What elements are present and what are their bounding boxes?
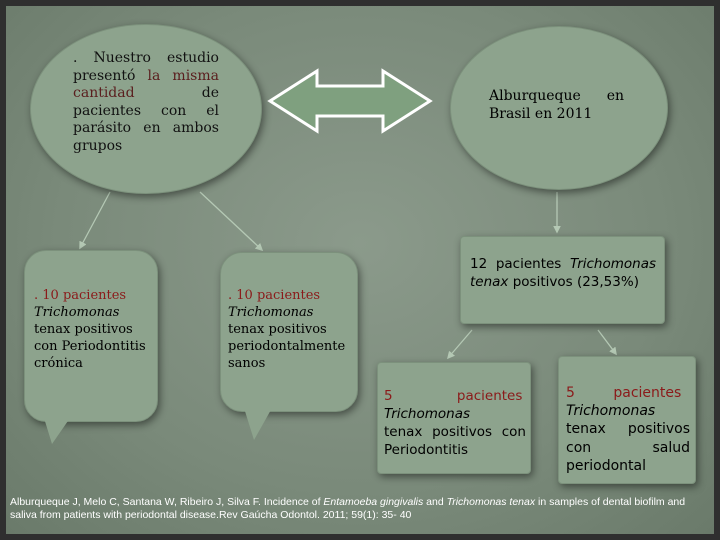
mid-left-tail (40, 418, 80, 448)
reference-citation: Alburqueque J, Melo C, Santana W, Ribeiro J, Silva F. Incidence of Entamoeba gingivalis and Trichomonas tenax in samples of dental biofilm and saliva from patients with periodontal disease.Rev Gaúcha Odontol. 2011; 59(1): 35- 40 (10, 496, 686, 522)
mid-right-count: 12 pacientes (470, 256, 562, 272)
mid-left-detail: tenax positivos con Periodontitis crónica (34, 321, 146, 371)
bottom-right-detail: tenax positivos con salud periodontal (566, 421, 690, 474)
mid-center-species: Trichomonas (228, 304, 314, 320)
arrow-to-mid-left (80, 192, 110, 248)
reference-species-1: Entamoeba gingivalis (323, 496, 424, 508)
mid-center-text (228, 288, 354, 372)
arrow-to-bottom-left (448, 330, 472, 358)
mid-right-detail: positivos (23,53%) (512, 273, 639, 290)
bottom-left-species: Trichomonas (384, 405, 471, 422)
mid-left-count: . 10 pacientes (34, 288, 127, 303)
bottom-right-text (566, 384, 690, 475)
mid-center-tail (240, 408, 280, 444)
top-left-highlight: la misma cantidad (73, 67, 219, 101)
top-right-text: Alburqueque en Brasil en 2011 (489, 88, 624, 122)
mid-left-species: Trichomonas (34, 304, 120, 320)
top-left-text: . Nuestro estudio presentó la misma cantidad de pacientes con el parásito en ambos grupos (73, 50, 219, 154)
bottom-left-text (384, 388, 526, 460)
bottom-left-detail: tenax positivos con Periodontitis (384, 423, 526, 458)
bottom-right-count: 5 pacientes (566, 385, 682, 401)
mid-center-count: . 10 pacientes (228, 288, 321, 303)
arrow-to-mid-center (200, 192, 262, 250)
bottom-right-species: Trichomonas (566, 403, 656, 420)
mid-center-detail: tenax positivos periodontalmente sanos (228, 321, 346, 371)
double-arrow-shape (270, 71, 430, 131)
reference-species-2: Trichomonas tenax (446, 496, 536, 508)
bottom-left-count: 5 pacientes (384, 388, 523, 404)
mid-right-species: Trichomonas tenax (470, 256, 657, 290)
mid-right-text (470, 256, 656, 292)
arrow-to-bottom-right (598, 330, 616, 354)
mid-left-text (34, 288, 152, 372)
